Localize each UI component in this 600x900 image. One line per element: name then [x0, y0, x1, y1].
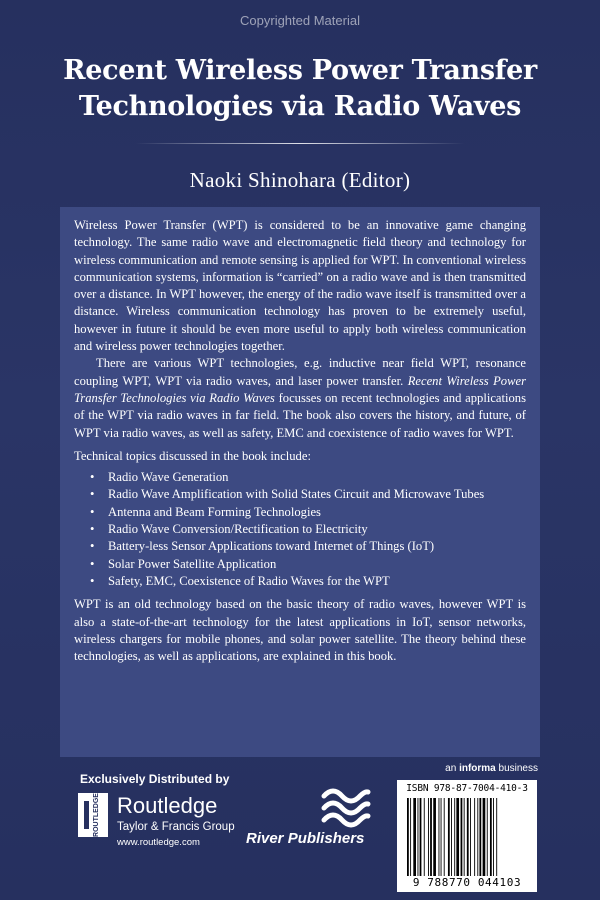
topic-item: • Radio Wave Amplification with Solid States Circuit and Microwave Tubes	[90, 486, 526, 503]
bullet-icon: •	[90, 487, 95, 502]
book-title-line2: Technologies via Radio Waves	[78, 91, 522, 122]
blurb-paragraph-2	[74, 355, 526, 441]
bullet-icon: •	[90, 522, 95, 537]
routledge-group: Taylor & Francis Group	[117, 821, 235, 833]
topics-list	[74, 469, 526, 590]
blurb-paragraph-2-end: focusses on recent technologies and applications of the WPT via radio waves in far field. The book also covers the history, and future, of WPT via radio waves, as well as safety, EMC and coexistence of radio waves for WPT.	[74, 390, 526, 440]
blurb-paragraph-1: Wireless Power Transfer (WPT) is considered to be an innovative game changing technology. The same radio wave and electromagnetic field theory and technology for wireless communication and remote sensing is applied for WPT. In conventional wireless communication systems, information is “carried” on a radio wave and is then transmitted over a distance. In WPT however, the energy of the radio wave itself is transmitted over a distance. Wireless communication technology has proven to be extremely useful, however in future it should be even more useful to apply both wireless communication and wireless power technologies together.	[74, 218, 526, 354]
editor-name: Naoki Shinohara (Editor)	[189, 168, 411, 192]
bullet-icon: •	[90, 470, 95, 485]
distributed-label: Exclusively Distributed by	[80, 772, 230, 786]
topic-item: • Battery-less Sensor Applications toward Internet of Things (IoT)	[90, 538, 526, 555]
copyright-watermark: Copyrighted Material	[240, 13, 360, 28]
bullet-icon: •	[90, 539, 95, 554]
footer	[0, 762, 600, 900]
isbn-barcode	[397, 780, 537, 892]
book-title	[0, 53, 600, 125]
river-publishers-logo-icon	[320, 782, 372, 830]
routledge-logo-icon	[78, 793, 108, 837]
bullet-icon: •	[90, 504, 95, 519]
topic-item: • Safety, EMC, Coexistence of Radio Waves for the WPT	[90, 573, 526, 590]
river-publishers-name: River Publishers	[246, 830, 365, 847]
topics-intro: Technical topics discussed in the book include:	[74, 448, 311, 463]
bullet-icon: •	[90, 556, 95, 571]
title-divider	[135, 143, 465, 144]
book-title-italic: Recent Wireless Power Transfer Technologies via Radio Waves	[74, 373, 526, 405]
routledge-vertical-wordmark: ROUTLEDGE	[93, 793, 100, 837]
blurb-paragraph-3: WPT is an old technology based on the basic theory of radio waves, however WPT is also a state-of-the-art technology for the latest applications in IoT, sensor networks, wireless chargers for mobile phones, and solar power satellite. The theory behind these technologies, as well as applications, are explained in this book.	[74, 597, 526, 664]
topic-item: • Radio Wave Conversion/Rectification to Electricity	[90, 521, 526, 538]
bullet-icon: •	[90, 573, 95, 588]
routledge-name: Routledge	[117, 793, 218, 818]
isbn-text: ISBN 978-87-7004-410-3	[406, 783, 528, 794]
book-title-line1: Recent Wireless Power Transfer	[63, 55, 537, 86]
barcode-bars	[407, 798, 527, 876]
blurb-panel	[60, 207, 540, 757]
blurb-paragraph-2-start: There are various WPT technologies, e.g. inductive near field WPT, resonance coupling WPT, WPT via radio waves, and laser power transfer.	[74, 356, 526, 388]
barcode-digits: 9 788770 044103	[412, 876, 522, 889]
informa-tagline: an informa business	[445, 763, 538, 774]
routledge-url: www.routledge.com	[117, 837, 200, 848]
topic-item: • Antenna and Beam Forming Technologies	[90, 504, 526, 521]
topic-item: • Solar Power Satellite Application	[90, 556, 526, 573]
topic-item: • Radio Wave Generation	[90, 469, 526, 486]
